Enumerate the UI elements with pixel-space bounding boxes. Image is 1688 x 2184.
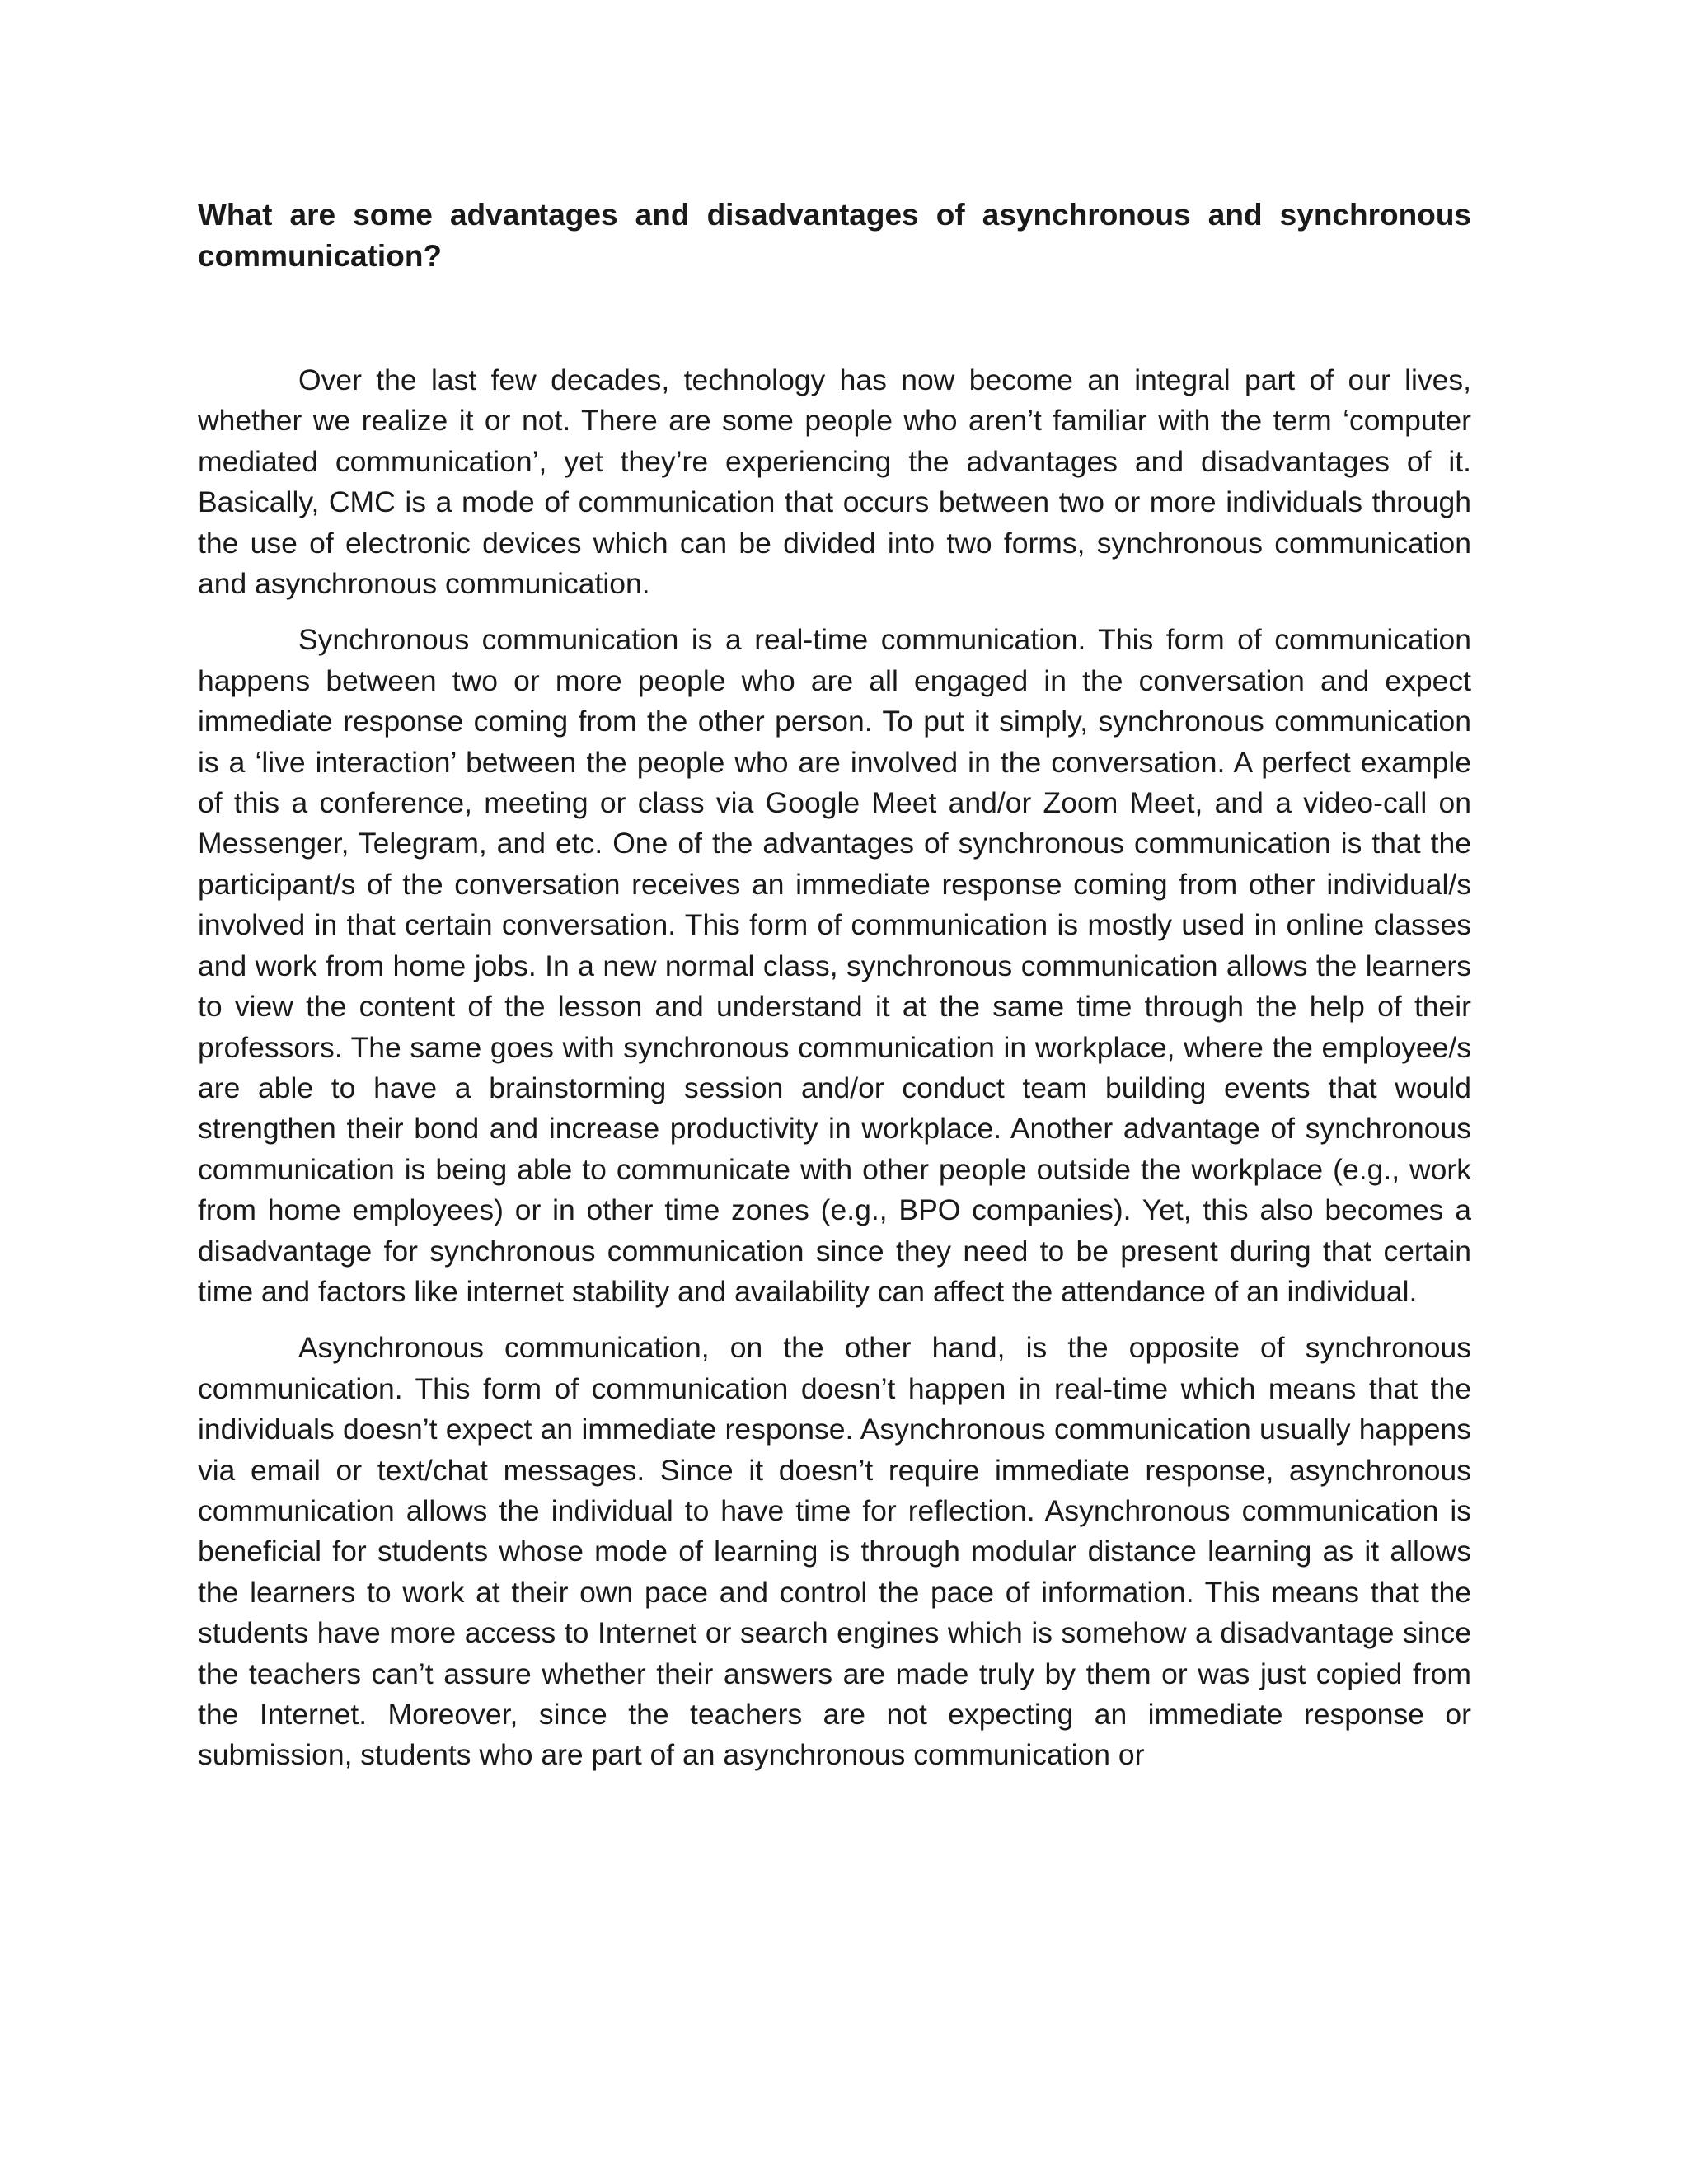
paragraph-synchronous: Synchronous communication is a real-time communication. This form of communication happens between two or more people who are all engaged in the conversation and expect immediate response coming from the other person. To put it simply, synchronous communication is a ‘live interaction’ between the people who are involved in the conversation. A perfect example of this a conference, meeting or class via Google Meet and/or Zoom Meet, and a video-call on Messenger, Telegram, and etc. One of the advantages of synchronous communication is that the participant/s of the conversation receives an immediate response coming from other individual/s involved in that certain conversation. This form of communication is mostly used in online classes and work from home jobs. In a new normal class, synchronous communication allows the learners to view the content of the lesson and understand it at the same time through the help of their professors. The same goes with synchronous communication in workplace, where the employee/s are able to have a brainstorming session and/or conduct team building events that would strengthen their bond and increase productivity in workplace. Another advantage of synchronous communication is being able to communicate with other people outside the workplace (e.g., work from home employees) or in other time zones (e.g., BPO companies). Yet, this also becomes a disadvantage for synchronous communication since they need to be present during that certain time and factors like internet stability and availability can affect the attendance of an individual.: [198, 623, 1471, 1308]
paragraph-introduction: Over the last few decades, technology has now become an integral part of our lives, whether we realize it or not. There are some people who aren’t familiar with the term ‘computer mediated communication’, yet they’re experiencing the advantages and disadvantages of it. Basically, CMC is a mode of communication that occurs between two or more individuals through the use of electronic devices which can be divided into two forms, synchronous communication and asynchronous communication.: [198, 363, 1471, 601]
paragraph-asynchronous: Asynchronous communication, on the other hand, is the opposite of synchronous communication. This form of communication doesn’t happen in real-time which means that the individuals doesn’t expect an immediate response. Asynchronous communication usually happens via email or text/chat messages. Since it doesn’t require immediate response, asynchronous communication allows the individual to have time for reflection. Asynchronous communication is beneficial for students whose mode of learning is through modular distance learning as it allows the learners to work at their own pace and control the pace of information. This means that the students have more access to Internet or search engines which is somehow a disadvantage since the teachers can’t assure whether their answers are made truly by them or was just copied from the Internet. Moreover, since the teachers are not expecting an immediate response or submission, students who are part of an asynchronous communication or: [198, 1331, 1471, 1772]
document-body: [198, 194, 1471, 1776]
document-title: What are some advantages and disadvantages of asynchronous and synchronous communication?: [198, 198, 1471, 273]
